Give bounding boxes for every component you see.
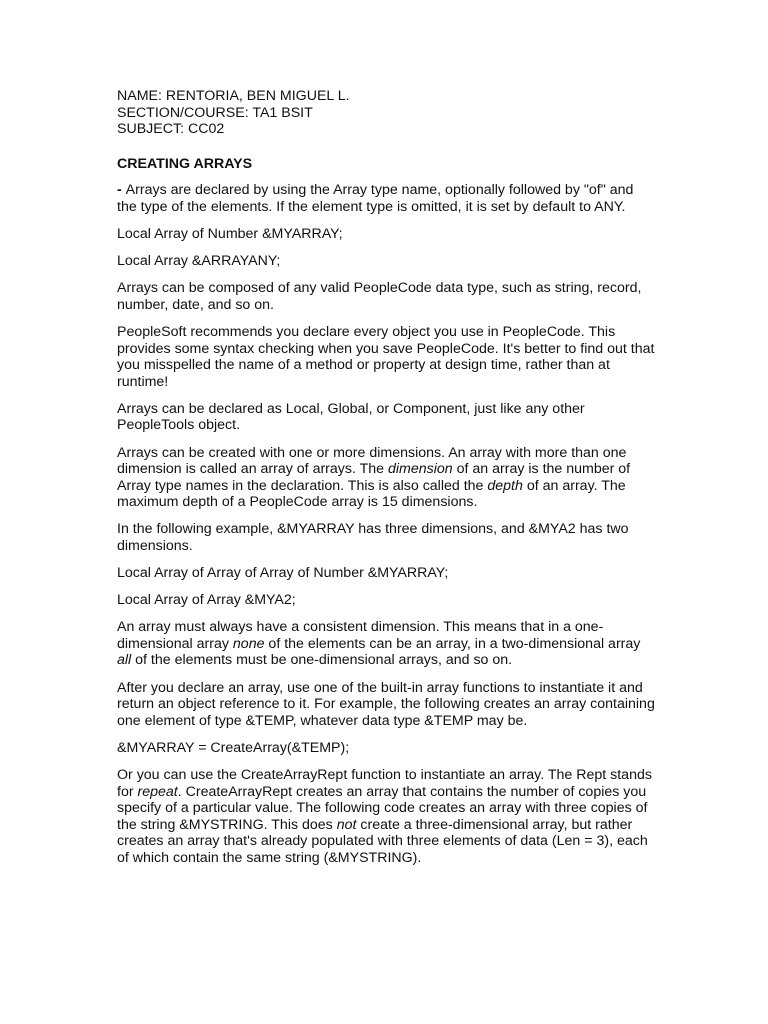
emphasis-dimension: dimension xyxy=(388,461,453,478)
text-span: Or you can use the CreateArrayRept function to instantiate an array. The Rept stands for xyxy=(117,766,652,800)
paragraph-createarrayrept xyxy=(117,767,657,867)
paragraph-data-types: Arrays can be composed of any valid PeopleCode data type, such as string, record, number, date, and so on. xyxy=(117,280,642,313)
section-course: SECTION/COURSE: TA1 BSIT xyxy=(117,104,313,121)
text-span: . CreateArrayRept creates an array that contains the number of copies you specify of a particular value. The following code creates an array with three copies of the string &MYSTRING. This does xyxy=(117,783,648,833)
text-span: of the elements must be one-dimensional arrays, and so on. xyxy=(131,652,513,669)
code-line: Local Array of Array of Array of Number &MYARRAY; xyxy=(117,565,449,582)
paragraph-dimensions xyxy=(117,445,657,511)
paragraph-example-intro: In the following example, &MYARRAY has three dimensions, and &MYA2 has two dimensions. xyxy=(117,521,629,554)
code-line: &MYARRAY = CreateArray(&TEMP); xyxy=(117,739,350,756)
emphasis-repeat: repeat xyxy=(137,783,178,800)
text-span: An array must always have a consistent dimension. This means that in a one-dimensional array xyxy=(117,619,604,652)
emphasis-not: not xyxy=(336,816,357,833)
subject: SUBJECT: CC02 xyxy=(117,121,225,138)
paragraph-scope: Arrays can be declared as Local, Global, or Component, just like any other PeopleTools object. xyxy=(117,400,585,434)
paragraph-consistency xyxy=(117,619,657,669)
paragraph-instantiate: After you declare an array, use one of the built-in array functions to instantiate it and return an object reference to it. For example, the following creates an array containing one element of type &TEMP, whatever data type &TEMP may be. xyxy=(117,679,655,729)
section-heading: CREATING ARRAYS xyxy=(117,155,253,172)
paragraph-recommendation: PeopleSoft recommends you declare every object you use in PeopleCode. This provides some syntax checking when you save PeopleCode. It's better to find out that you misspelled the name of a method or property at design time, rather than at runtime! xyxy=(117,323,655,390)
text-span: of an array is the number of Array type names in the declaration. This is also called the xyxy=(117,461,631,494)
paragraph-text: Arrays are declared by using the Array type name, optionally followed by "of" and the type of the elements. If the element type is omitted, it is set by default to ANY. xyxy=(117,182,634,215)
student-name: NAME: RENTORIA, BEN MIGUEL L. xyxy=(117,88,350,104)
emphasis-none: none xyxy=(232,635,265,652)
document-body xyxy=(117,88,657,877)
paragraph-array-declaration xyxy=(117,182,657,215)
code-line: Local Array of Array &MYA2; xyxy=(117,592,296,609)
text-span: of an array. The maximum depth of a PeopleCode array is 15 dimensions. xyxy=(117,477,626,511)
text-span: Arrays can be created with one or more dimensions. An array with more than one dimension is called an array of arrays. The xyxy=(117,444,627,478)
bullet-dash: - xyxy=(117,182,126,199)
emphasis-depth: depth xyxy=(487,477,523,494)
code-line: Local Array &ARRAYANY; xyxy=(117,253,281,270)
text-span: of the elements can be an array, in a two-dimensional array xyxy=(264,635,641,652)
emphasis-all: all xyxy=(117,652,132,669)
code-line: Local Array of Number &MYARRAY; xyxy=(117,226,343,243)
text-span: create a three-dimensional array, but rather creates an array that's already populated with three elements of data (Len = 3), each of which contain the same string (&MYSTRING). xyxy=(117,816,648,866)
